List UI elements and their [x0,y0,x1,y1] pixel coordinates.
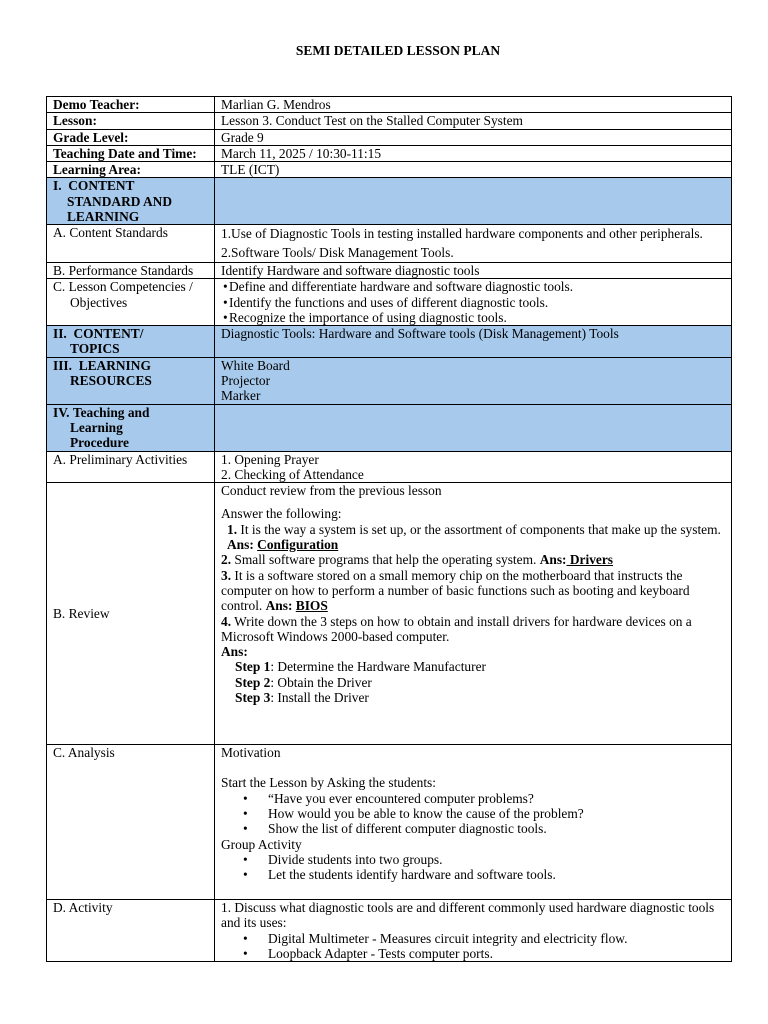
section-value [215,178,732,225]
review-step: Step 2: Obtain the Driver [235,674,372,690]
review-answer: Drivers [566,552,613,568]
analysis-motivation: Motivation [221,745,281,761]
activity-intro: 1. Discuss what diagnostic tools are and different commonly used hardware diagnostic tools and its uses: [221,900,715,931]
review-answer-following: Answer the following: [221,506,342,522]
row-preliminary-activities [47,451,732,483]
value-grade-level: Grade 9 [215,129,732,145]
resource-item: White Board [221,357,290,373]
bullet-icon: • [243,806,248,822]
section-teaching-procedure [47,404,732,451]
label-performance-standards: B. Performance Standards [47,262,215,278]
label-teaching-date: Teaching Date and Time: [47,145,215,161]
analysis-start: Start the Lesson by Asking the students: [221,775,436,791]
review-question: 4. Write down the 3 steps on how to obtain and install drivers for hardware devices on a Microsoft Windows 2000-based computer. [221,613,692,644]
resource-item: Projector [221,373,271,389]
section-learning-resources [47,357,732,404]
section-heading: I. CONTENT STANDARD AND LEARNING [47,178,215,225]
row-competencies [47,279,732,326]
row-analysis [47,745,732,900]
label-grade-level: Grade Level: [47,129,215,145]
value-performance-standards: Identify Hardware and software diagnostic tools [215,262,732,278]
value-teaching-date: March 11, 2025 / 10:30-11:15 [215,145,732,161]
value-content-standards [215,225,732,263]
value-preliminary-activities [215,451,732,483]
section-content-standard-learning [47,178,732,225]
review-question: 2. Small software programs that help the operating system. Ans: Drivers [221,552,613,568]
content-standard-item: 1.Use of Diagnostic Tools in testing installed hardware components and other peripherals. [221,226,703,242]
row-content-standards [47,225,732,263]
label-review: B. Review [47,483,215,745]
competency-item: • Identify the functions and uses of different diagnostic tools. [223,294,549,310]
competency-item: • Define and differentiate hardware and software diagnostic tools. [223,279,574,295]
lesson-plan-table [46,96,732,962]
analysis-question: • “Have you ever encountered computer problems? [243,790,534,806]
row-demo-teacher [47,97,732,113]
review-answer: BIOS [295,598,328,614]
preliminary-item: 2. Checking of Attendance [221,466,364,482]
analysis-question: • Show the list of different computer diagnostic tools. [243,821,547,837]
bullet-icon: • [243,930,248,946]
row-grade-level [47,129,732,145]
review-step: Step 1: Determine the Hardware Manufacturer [235,659,486,675]
bullet-icon: • [243,790,248,806]
value-competencies [215,279,732,326]
bullet-icon: • [223,279,228,295]
row-review [47,483,732,745]
group-item: • Let the students identify hardware and software tools. [243,867,556,883]
content-standard-item: 2.Software Tools/ Disk Management Tools. [221,244,454,260]
value-analysis [215,745,732,900]
value-demo-teacher: Marlian G. Mendros [215,97,732,113]
review-answer-label: Ans: [221,644,248,660]
bullet-icon: • [223,309,228,325]
label-demo-teacher: Demo Teacher: [47,97,215,113]
label-learning-area: Learning Area: [47,162,215,178]
competency-item: • Recognize the importance of using diagnostic tools. [223,309,507,325]
analysis-group-activity: Group Activity [221,836,302,852]
document-title: SEMI DETAILED LESSON PLAN [295,43,501,58]
value-lesson: Lesson 3. Conduct Test on the Stalled Computer System [215,113,732,129]
label-activity: D. Activity [47,900,215,962]
row-activity [47,900,732,962]
label-preliminary-activities: A. Preliminary Activities [47,451,215,483]
review-step: Step 3: Install the Driver [235,689,369,705]
label-competencies: C. Lesson Competencies / Objectives [47,279,215,326]
section-value [215,357,732,404]
bullet-icon: • [243,851,248,867]
row-performance-standards [47,262,732,278]
bullet-icon: • [223,294,228,310]
row-learning-area [47,162,732,178]
review-question: 1. It is the way a system is set up, or the assortment of components that make up the system. Ans: Configuration [227,521,721,553]
preliminary-item: 1. Opening Prayer [221,451,319,467]
value-learning-area: TLE (ICT) [215,162,732,178]
label-content-standards: A. Content Standards [47,225,215,263]
section-heading: III. LEARNING RESOURCES [47,357,215,404]
section-heading: II. CONTENT/ TOPICS [47,326,215,358]
review-intro: Conduct review from the previous lesson [221,483,442,499]
review-answer: Configuration [257,537,339,553]
bullet-icon: • [243,946,248,962]
activity-item: • Digital Multimeter - Measures circuit integrity and electricity flow. [243,930,628,946]
bullet-icon: • [243,867,248,883]
label-analysis: C. Analysis [47,745,215,900]
section-value: Diagnostic Tools: Hardware and Software tools (Disk Management) Tools [215,326,732,358]
resource-item: Marker [221,388,261,404]
section-heading: IV. Teaching and Learning Procedure [47,404,215,451]
value-review [215,483,732,745]
analysis-question: • How would you be able to know the cause of the problem? [243,806,584,822]
row-teaching-date [47,145,732,161]
group-item: • Divide students into two groups. [243,851,443,867]
activity-item: • Loopback Adapter - Tests computer ports. [243,946,493,962]
row-lesson [47,113,732,129]
review-question: 3. It is a software stored on a small memory chip on the motherboard that instructs the computer on how to perform a number of basic functions such as booting and keyboard control. Ans: BIOS [221,567,690,614]
bullet-icon: • [243,821,248,837]
value-activity [215,900,732,962]
section-content-topics [47,326,732,358]
label-lesson: Lesson: [47,113,215,129]
section-value [215,404,732,451]
